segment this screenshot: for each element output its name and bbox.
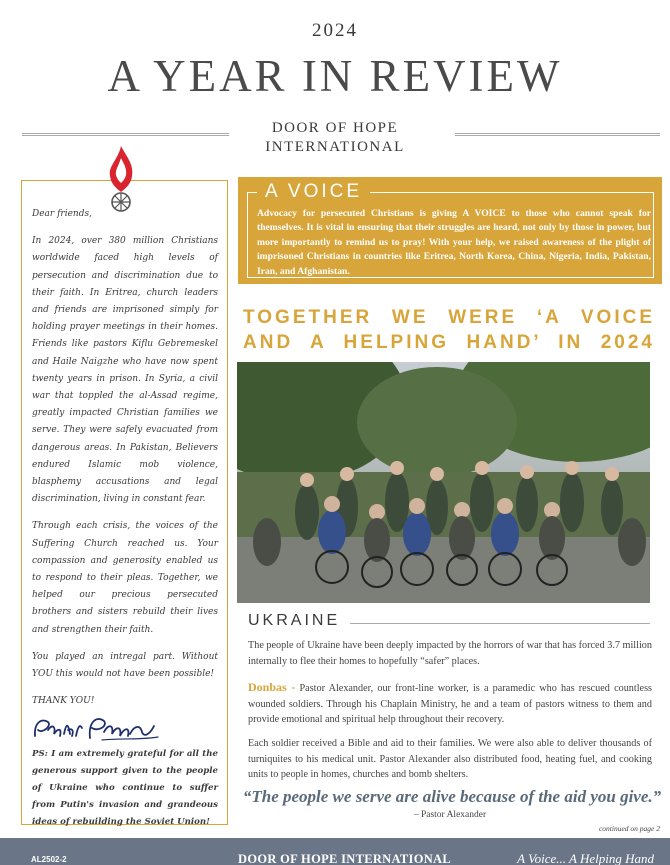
letter-greeting: Dear friends, (32, 209, 92, 219)
footer-org: DOOR OF HOPE INTERNATIONAL (238, 852, 452, 865)
voice-title: A VOICE (257, 181, 370, 203)
footer-tagline: A Voice... A Helping Hand (517, 851, 654, 865)
ukraine-photo (237, 362, 650, 603)
page-title: A YEAR IN REVIEW (107, 51, 563, 101)
ukraine-title: UKRAINE (248, 612, 341, 629)
donbas-text: Pastor Alexander, our front-line worker, is a paramedic who has rescued countless wounded soldiers. Through his Chaplain Ministry, he and a team of pastors witness to them and provide emotional and spiritual help throughout their recovery. (248, 683, 652, 726)
letter-body (32, 206, 218, 841)
headline: TOGETHER WE WERE ‘A VOICE AND A HELPING HAND’ IN 2024 (243, 307, 655, 353)
letter-thanks: THANK YOU! (32, 696, 95, 707)
letter-paragraph: You played an intregal part. Without YOU this would not have been possible! (32, 651, 218, 680)
pull-quote: “The people we serve are alive because of the aid you give.” (242, 787, 662, 806)
continued-note: continued on page 2 (598, 824, 660, 833)
org-name-line1: DOOR OF HOPE (271, 120, 399, 136)
org-name (0, 119, 670, 157)
voice-text: Advocacy for persecuted Christians is giving A VOICE to those who cannot speak for themselves. It is vital in ensuring that their struggles are heard, not only by those in power, but more importantly to remind us to pray! With your help, we raised awareness of the plight of imprisoned Christians in countries like Eritrea, North Korea, China, Nigeria, India, Pakistan, Iran, and Afghanistan. (257, 208, 651, 277)
letter-postscript: PS: I am extremely grateful for all the generous support given to the people of Ukraine who continue to suffer from Putin's invasion and grandeous ideas of rebuilding the Soviet Union! (32, 749, 218, 828)
letter-paragraph: Through each crisis, the voices of the Suffering Church reached us. Your compassion and generosity enabled us to respond to their pleas. Together, we helped our precious persecuted brothers and sisters rebuild their lives and strengthen their faith. (32, 521, 218, 635)
letter-paragraph: In 2024, over 380 million Christians worldwide faced high levels of persecution and discrimination due to their faith. In Eritrea, church leaders and friends are imprisoned simply for holding prayer meetings in their homes. Friends like pastors Kiflu Gebremeskel and Haile Naigzhe who have now spent twenty years in prison. In Syria, a civil war that toppled the al-Assad regime, greatly impacted Christian families we serve. They were safely evacuated from dangerous areas. In Pakistan, Believers endured Islamic mob violence, blasphemy accusations and legal discrimination, living in constant fear. (32, 236, 218, 505)
ukraine-rule (350, 623, 650, 624)
year-label: 2024 (312, 20, 358, 41)
door-of-hope-logo-icon (106, 144, 136, 214)
footer-bar (0, 838, 670, 865)
org-name-line2: INTERNATIONAL (265, 139, 405, 155)
ukraine-paragraph: The people of Ukraine have been deeply impacted by the horrors of war that has forced 3.7 million internally to flee their homes to hopefully “safer” places. (248, 640, 652, 667)
footer-code: AL2502-2 (31, 855, 67, 864)
donbas-paragraph (248, 680, 652, 728)
quote-attribution: – Pastor Alexander (413, 810, 487, 820)
signature-image (32, 712, 162, 744)
donbas-label: Donbas - (248, 680, 296, 694)
ukraine-paragraph: Each soldier received a Bible and aid to their families. We were also able to deliver thousands of turniquites to his medical unit. Pastor Alexander also distributed food, heating fuel, and cooking units to people in homes, churches and bomb shelters. (248, 738, 652, 781)
